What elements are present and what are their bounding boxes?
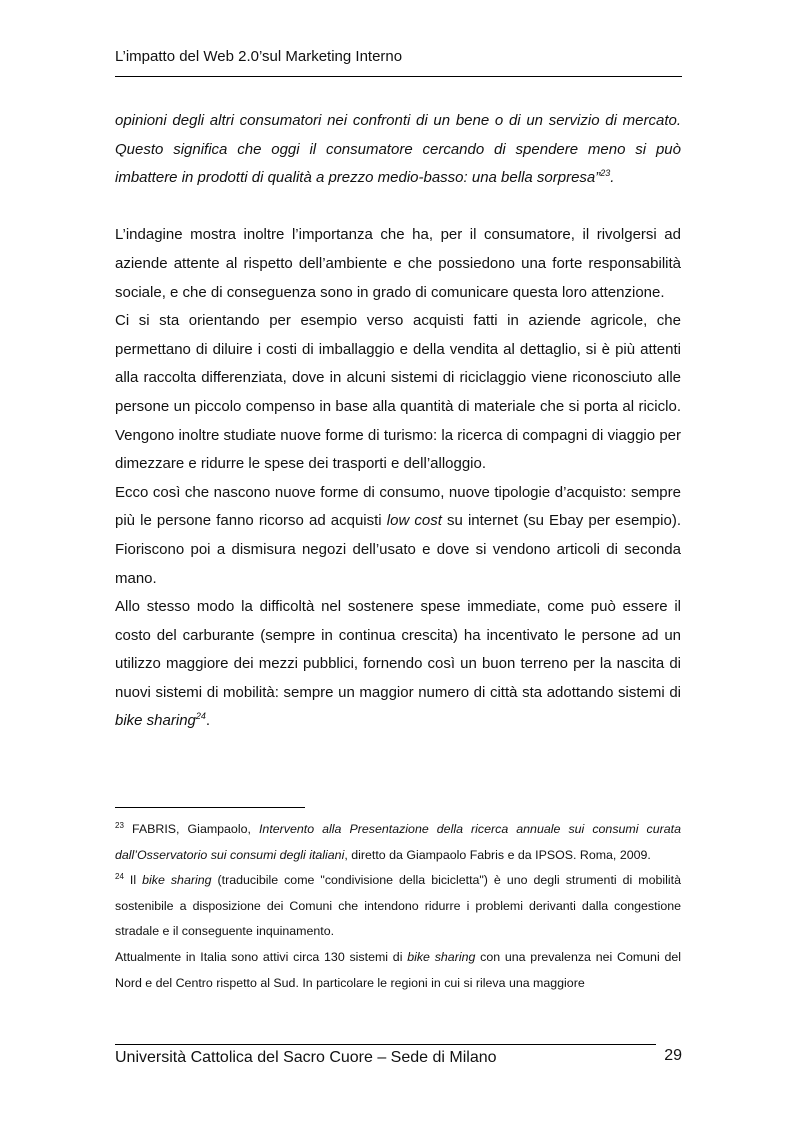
footnote-23-number: 23 [115,821,124,830]
footnote-24 [115,868,681,945]
consumo-text-a: Ecco così che nascono nuove forme di consumo, nuove tipologie d’acquisto: sempre più le persone fanno ricorso ad acquisti [115,483,681,530]
consumo-text-b: su internet (su Ebay per esempio). Fioriscono poi a dismisura negozi dell’usato e dove si vendono articoli di seconda mano. [115,512,682,587]
paragraph-mobilita [115,593,681,736]
main-body-text [115,107,681,736]
footnote-23 [115,817,681,868]
paragraph-quote-end [115,107,681,193]
footnote-24c-text-a: Attualmente in Italia sono attivi circa 130 sistemi di [115,949,408,964]
footnote-23-text-b: , diretto da Giampaolo Fabris e da IPSOS. Roma, 2009. [344,847,651,862]
footnote-24c-term: bike sharing [407,949,476,964]
low-cost-term: low cost [386,512,442,530]
footnote-24-term: bike sharing [142,873,212,888]
footnote-24-text-b: (traducibile come "condivisione della bicicletta") è uno degli strumenti di mobilità sostenibile a disposizione dei Comuni che intendono ridurre i problemi derivanti dalla congestione stradale e il conseguente inquinamento. [115,873,681,939]
footnote-divider [115,807,305,808]
mobilita-end-punct: . [205,712,211,730]
quote-end-punct: . [610,169,615,187]
footnote-23-text-a: FABRIS, Giampaolo, [123,822,259,836]
footnote-ref-23[interactable]: 23 [600,168,611,179]
quote-text: opinioni degli altri consumatori nei confronti di un bene o di un servizio di mercato. Questo significa che oggi il consumatore cercando di spendere meno si può imbattere in prodotti di qualità a prezzo medio-basso: una bella sorpresa” [115,112,681,187]
footer-institution: Università Cattolica del Sacro Cuore – Sede di Milano [115,1049,497,1066]
footnote-24-continued [115,945,681,996]
page-number: 29 [664,1047,682,1064]
header-divider [115,76,682,77]
bike-sharing-term: bike sharing [115,712,196,730]
footnote-23-title: Intervento alla Presentazione della ricerca annuale sui consumi curata dall’Osservatorio sui consumi degli italiani [115,822,681,862]
footnotes [115,817,681,996]
paragraph-acquisti: Ci si sta orientando per esempio verso acquisti fatti in aziende agricole, che permettano di diluire i costi di imballaggio e della vendita al dettaglio, si è più attenti alla raccolta differenziata, dove in alcuni sistemi di riciclaggio viene riconosciuto alle persone un piccolo compenso in base alla quantità di materiale che si porta al riciclo. Vengono inoltre studiate nuove forme di turismo: la ricerca di compagni di viaggio per dimezzare e ridurre le spese dei trasporti e dell’alloggio. [115,312,681,473]
footnote-ref-24[interactable]: 24 [195,711,206,722]
footnote-24c-text-b: con una prevalenza nei Comuni del Nord e del Centro rispetto al Sud. In particolare le regioni in cui si rileva una maggiore [115,949,681,990]
paragraph-indagine: L’indagine mostra inoltre l’importanza che ha, per il consumatore, il rivolgersi ad aziende attente al rispetto dell’ambiente e che possiedono una forte responsabilità sociale, e che di conseguenza sono in grado di comunicare questa loro attenzione. [115,226,681,301]
footer-divider [115,1044,656,1045]
running-header: L’impatto del Web 2.0’sul Marketing Interno [115,48,403,65]
footnote-24-text-a: Il [123,873,143,888]
mobilita-text: Allo stesso modo la difficoltà nel sostenere spese immediate, come può essere il costo del carburante (sempre in continua crescita) ha incentivato le persone ad un utilizzo maggiore dei mezzi pubblici, fornendo così un buon terreno per la nascita di nuovi sistemi di mobilità: sempre un maggior numero di città sta adottando sistemi di [115,598,681,701]
footnote-24-number: 24 [115,872,124,882]
paragraph-consumo [115,479,681,593]
